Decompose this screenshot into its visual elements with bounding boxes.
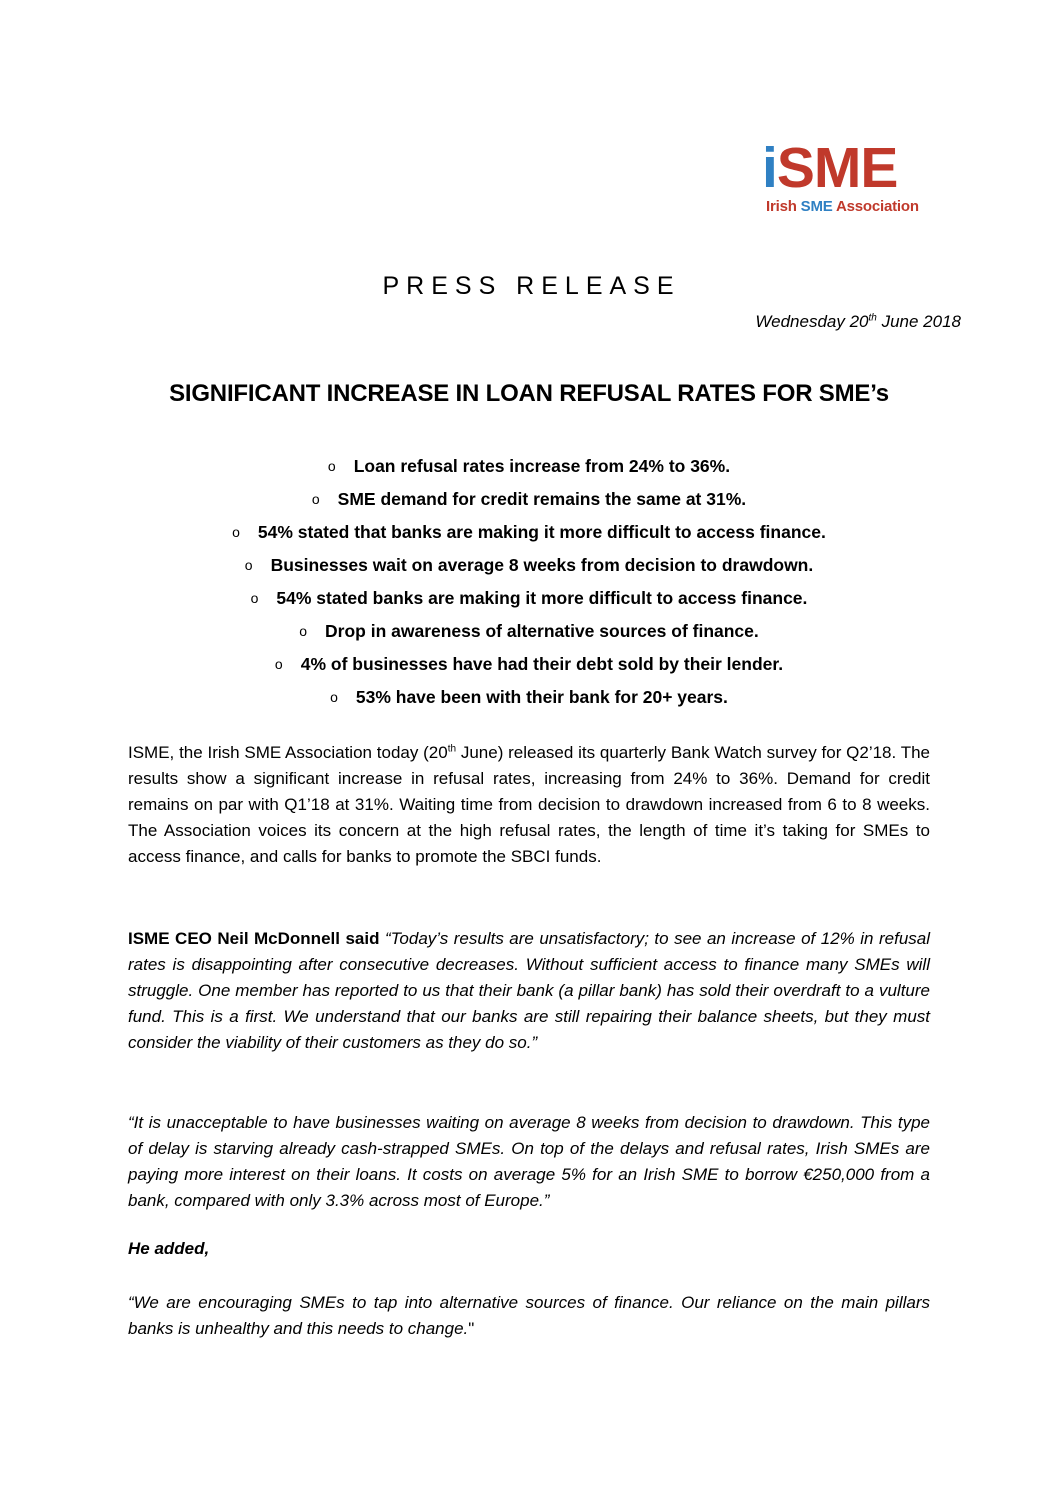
list-item — [0, 518, 1058, 551]
date-rest: June 2018 — [876, 312, 961, 331]
logo-wordmark — [762, 138, 897, 198]
intro-paragraph — [128, 740, 930, 870]
list-item — [0, 683, 1058, 716]
bullet-text: 54% stated banks are making it more difficult to access finance. — [276, 588, 808, 608]
logo-tagline — [766, 198, 919, 215]
date-sup: th — [868, 312, 877, 324]
bullet-marker: o — [244, 557, 253, 573]
bullet-marker: o — [274, 656, 283, 672]
bullet-marker: o — [299, 623, 308, 639]
bullet-marker: o — [250, 590, 259, 606]
list-item — [0, 617, 1058, 650]
headline: SIGNIFICANT INCREASE IN LOAN REFUSAL RATES FOR SME’s — [169, 380, 889, 407]
list-item — [0, 485, 1058, 518]
isme-logo — [762, 138, 922, 220]
logo-letters: SME — [776, 136, 898, 200]
key-findings-list — [0, 452, 1058, 716]
closing-quote-paragraph — [128, 1290, 930, 1342]
ceo-attribution: ISME CEO Neil McDonnell said — [128, 929, 380, 948]
list-item — [0, 551, 1058, 584]
bullet-text: 54% stated that banks are making it more difficult to access finance. — [257, 522, 826, 542]
bullet-marker: o — [330, 689, 338, 705]
release-date — [755, 312, 961, 332]
logo-tagline-post: Association — [832, 198, 919, 215]
intro-text-b: June) released its quarterly Bank Watch survey for Q2’18. The results show a significant increase in refusal rates, increasing from 24% to 36%. Demand for credit remains on par with Q1’18 at 31%. Waiting time from decision to drawdown increased from 6 to 8 weeks. The Association voices its concern at the high refusal rates, the length of time it’s taking for SMEs to access finance, and calls for banks to promote the SBCI funds. — [128, 743, 930, 866]
bullet-text: 53% have been with their bank for 20+ years. — [355, 687, 728, 707]
ceo-quote: “Today’s results are unsatisfactory; to see an increase of 12% in refusal rates is disappointing after consecutive decreases. Without sufficient access to finance many SMEs will struggle. One member has reported to us that their bank (a pillar bank) has sold their overdraft to a vulture fund. This is a first. We understand that our banks are still repairing their balance sheets, but they must consider the viability of their customers as they do so.” — [128, 929, 931, 1052]
list-item — [0, 584, 1058, 617]
bullet-marker: o — [311, 491, 320, 507]
bullet-text: Drop in awareness of alternative sources of finance. — [325, 621, 759, 641]
intro-sup: th — [447, 743, 457, 755]
bullet-marker: o — [327, 458, 336, 474]
list-item — [0, 650, 1058, 683]
closing-quote: “We are encouraging SMEs to tap into alternative sources of finance. Our reliance on the main pillars banks is unhealthy and this needs to change. — [128, 1293, 930, 1338]
logo-tagline-pre: Irish — [766, 198, 801, 215]
bullet-marker: o — [232, 524, 240, 540]
bullet-text: Businesses wait on average 8 weeks from decision to drawdown. — [270, 555, 814, 575]
intro-text-a: ISME, the Irish SME Association today (20 — [128, 743, 448, 762]
press-release-title: PRESS RELEASE — [382, 272, 681, 300]
bullet-text: 4% of businesses have had their debt sold by their lender. — [300, 654, 784, 674]
quote-paragraph: “It is unacceptable to have businesses waiting on average 8 weeks from decision to drawdown. This type of delay is starving already cash-strapped SMEs. On top of the delays and refusal rates, Irish SMEs are paying more interest on their loans. It costs on average 5% for an Irish SME to borrow €250,000 from a bank, compared with only 3.3% across most of Europe.” — [128, 1113, 930, 1210]
bullet-text: Loan refusal rates increase from 24% to 36%. — [353, 456, 731, 476]
logo-letter-i: i — [762, 136, 777, 200]
closing-quote-mark: " — [468, 1319, 475, 1338]
ceo-quote-paragraph — [128, 926, 930, 1056]
bullet-text: SME demand for credit remains the same at 31%. — [337, 489, 747, 509]
he-added-line: He added, — [128, 1239, 210, 1258]
logo-tagline-mid: SME — [800, 198, 833, 215]
list-item — [0, 452, 1058, 485]
date-day: Wednesday 20 — [755, 312, 869, 331]
